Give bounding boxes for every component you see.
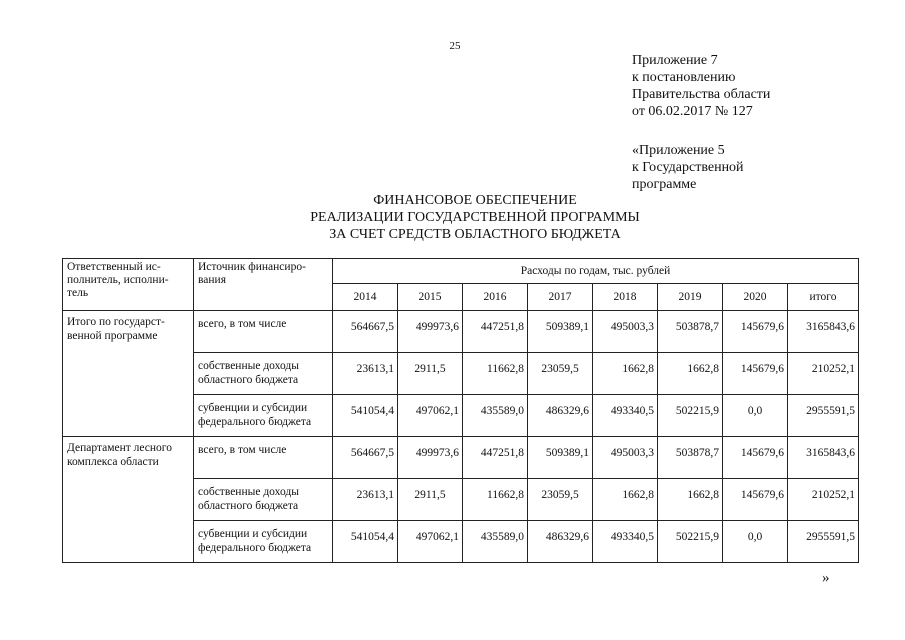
value-cell: 145679,6 (723, 437, 788, 479)
value-cell: 486329,6 (528, 395, 593, 437)
document-title (250, 192, 700, 243)
appendix-reference-line: «Приложение 5 (632, 143, 725, 158)
value-cell: 486329,6 (528, 521, 593, 563)
value-cell: 447251,8 (463, 437, 528, 479)
title-line: ФИНАНСОВОЕ ОБЕСПЕЧЕНИЕ (373, 193, 577, 208)
header-total: итого (788, 284, 859, 311)
header-year: 2020 (723, 284, 788, 311)
header-year: 2017 (528, 284, 593, 311)
value-cell: 435589,0 (463, 521, 528, 563)
value-cell: 145679,6 (723, 311, 788, 353)
value-cell: 509389,1 (528, 311, 593, 353)
value-cell: 0,0 (723, 521, 788, 563)
value-cell: 509389,1 (528, 437, 593, 479)
value-cell: 1662,8 (658, 479, 723, 521)
source-cell: всего, в том числе (194, 437, 333, 479)
header-year: 2014 (333, 284, 398, 311)
value-cell: 497062,1 (398, 521, 463, 563)
value-cell: 145679,6 (723, 353, 788, 395)
source-cell: собственные доходы областного бюджета (194, 479, 333, 521)
value-cell: 1662,8 (593, 353, 658, 395)
value-cell: 493340,5 (593, 395, 658, 437)
value-cell: 495003,3 (593, 437, 658, 479)
header-year: 2018 (593, 284, 658, 311)
appendix-heading (632, 52, 770, 120)
value-cell: 502215,9 (658, 395, 723, 437)
value-cell: 503878,7 (658, 437, 723, 479)
value-cell: 564667,5 (333, 437, 398, 479)
header-year: 2019 (658, 284, 723, 311)
title-line: РЕАЛИЗАЦИИ ГОСУДАРСТВЕННОЙ ПРОГРАММЫ (310, 210, 640, 225)
header-source: Источник финансиро-вания (194, 259, 333, 311)
total-cell: 2955591,5 (788, 395, 859, 437)
source-cell: собственные доходы областного бюджета (194, 353, 333, 395)
header-year: 2016 (463, 284, 528, 311)
executor-cell: Итого по государст-венной программе (63, 311, 194, 437)
value-cell: 23059,5 (528, 479, 593, 521)
value-cell: 495003,3 (593, 311, 658, 353)
value-cell: 145679,6 (723, 479, 788, 521)
value-cell: 23613,1 (333, 353, 398, 395)
total-cell: 3165843,6 (788, 311, 859, 353)
value-cell: 493340,5 (593, 521, 658, 563)
closing-quote: » (822, 570, 830, 586)
appendix-reference-line: к Государственной (632, 160, 744, 175)
total-cell: 3165843,6 (788, 437, 859, 479)
value-cell: 23059,5 (528, 353, 593, 395)
value-cell: 497062,1 (398, 395, 463, 437)
total-cell: 210252,1 (788, 479, 859, 521)
value-cell: 2911,5 (398, 479, 463, 521)
value-cell: 564667,5 (333, 311, 398, 353)
value-cell: 541054,4 (333, 395, 398, 437)
table-row (63, 311, 859, 353)
value-cell: 447251,8 (463, 311, 528, 353)
value-cell: 502215,9 (658, 521, 723, 563)
appendix-line: Приложение 7 (632, 53, 718, 68)
value-cell: 541054,4 (333, 521, 398, 563)
table-row (63, 437, 859, 479)
appendix-line: Правительства области (632, 87, 771, 102)
value-cell: 503878,7 (658, 311, 723, 353)
source-cell: субвенции и субсидии федерального бюджета (194, 521, 333, 563)
page-number: 25 (449, 40, 461, 52)
value-cell: 499973,6 (398, 437, 463, 479)
value-cell: 435589,0 (463, 395, 528, 437)
appendix-reference-line: программе (632, 177, 697, 192)
source-cell: всего, в том числе (194, 311, 333, 353)
value-cell: 0,0 (723, 395, 788, 437)
value-cell: 2911,5 (398, 353, 463, 395)
source-cell: субвенции и субсидии федерального бюджета (194, 395, 333, 437)
value-cell: 23613,1 (333, 479, 398, 521)
executor-cell: Департамент лесного комплекса области (63, 437, 194, 563)
value-cell: 499973,6 (398, 311, 463, 353)
value-cell: 11662,8 (463, 479, 528, 521)
total-cell: 2955591,5 (788, 521, 859, 563)
appendix-reference (632, 142, 744, 193)
header-executor: Ответственный ис-полнитель, исполни-тель (63, 259, 194, 311)
title-line: ЗА СЧЕТ СРЕДСТВ ОБЛАСТНОГО БЮДЖЕТА (329, 227, 621, 242)
header-year: 2015 (398, 284, 463, 311)
value-cell: 1662,8 (658, 353, 723, 395)
appendix-line: от 06.02.2017 № 127 (632, 104, 753, 119)
appendix-line: к постановлению (632, 70, 736, 85)
budget-table (62, 258, 859, 563)
total-cell: 210252,1 (788, 353, 859, 395)
value-cell: 1662,8 (593, 479, 658, 521)
header-expenses: Расходы по годам, тыс. рублей (333, 259, 859, 284)
value-cell: 11662,8 (463, 353, 528, 395)
